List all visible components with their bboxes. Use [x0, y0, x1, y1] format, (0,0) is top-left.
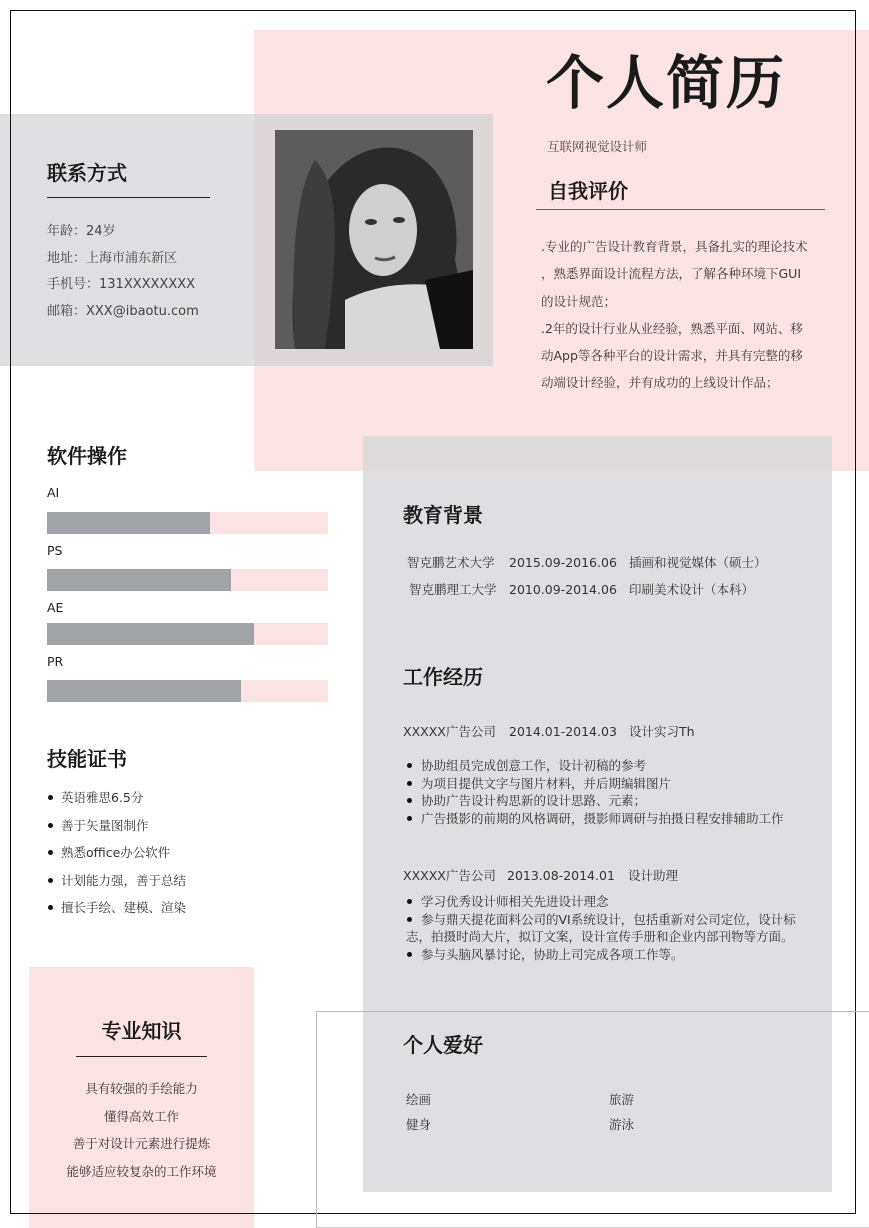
- certificate-item: 善于矢量图制作: [47, 815, 186, 843]
- job-duty: 学习优秀设计师相关先进设计理念: [406, 893, 806, 911]
- job-company: XXXXX广告公司: [403, 724, 496, 739]
- contact-heading: 联系方式: [47, 161, 127, 185]
- contact-age: 年龄：24岁: [47, 224, 116, 239]
- certificate-item: 计划能力强，善于总结: [47, 870, 186, 898]
- knowledge-item: 能够适应较复杂的工作环境: [66, 1163, 217, 1179]
- contact-address: 地址：上海市浦东新区: [47, 250, 178, 266]
- job-duty: 参与头脑风暴讨论，协助上司完成各项工作等。: [406, 946, 806, 964]
- knowledge-item: 善于对设计元素进行提炼: [72, 1136, 211, 1151]
- certificate-item: 英语雅思6.5分: [47, 787, 186, 815]
- job-role: 设计实习Th: [629, 724, 695, 739]
- work-heading: 工作经历: [403, 665, 483, 689]
- self-eval-line: .专业的广告设计教育背景，具备扎实的理论技术: [541, 239, 808, 254]
- hobby-item: 游泳: [609, 1117, 635, 1132]
- hobby-item: 旅游: [609, 1092, 635, 1107]
- self-eval-line: .2年的设计行业从业经验，熟悉平面、网站、移: [541, 320, 803, 336]
- job-period: 2013.08-2014.01: [507, 868, 615, 883]
- job-company: XXXXX广告公司: [403, 868, 496, 883]
- skill-bar-fill: [47, 512, 210, 534]
- self-eval-line: 动端设计经验，并有成功的上线设计作品；: [541, 375, 779, 391]
- job-period: 2014.01-2014.03: [509, 724, 617, 739]
- job-duties-list: [406, 757, 806, 827]
- job-duties-list: [406, 893, 806, 963]
- certificate-item: 熟悉office办公软件: [47, 842, 186, 870]
- portrait-photo: [275, 130, 473, 349]
- education-major: 印刷美术设计（本科）: [629, 582, 755, 597]
- job-duty: 广告摄影的前期的风格调研，摄影师调研与拍摄日程安排辅助工作: [406, 810, 806, 828]
- contact-email: 邮箱：XXX@ibaotu.com: [47, 303, 199, 319]
- skill-bar-pr: [47, 680, 328, 702]
- software-heading: 软件操作: [47, 444, 127, 468]
- hobbies-heading: 个人爱好: [403, 1033, 483, 1057]
- certificate-item: 擅长手绘、建模、渲染: [47, 897, 186, 925]
- contact-divider: [47, 197, 210, 198]
- education-major: 插画和视觉媒体（硕士）: [629, 555, 767, 570]
- self-eval-divider: [536, 209, 825, 210]
- job-duty: 协助组员完成创意工作，设计初稿的参考: [406, 757, 806, 775]
- education-school: 智克鹏理工大学: [409, 582, 497, 597]
- education-heading: 教育背景: [403, 503, 483, 527]
- knowledge-list: [29, 1078, 254, 1188]
- skill-bar-ae: [47, 623, 328, 645]
- skill-bar-fill: [47, 680, 241, 702]
- knowledge-divider: [76, 1056, 207, 1057]
- certificates-list: [47, 787, 186, 925]
- self-eval-text: [541, 233, 826, 397]
- resume-title: 个人简历: [546, 49, 787, 117]
- education-period: 2015.09-2016.06: [509, 555, 617, 570]
- job-header: [0, 722, 869, 742]
- hobby-item: 绘画: [406, 1092, 432, 1107]
- job-duty: 协助广告设计构思新的设计思路、元素；: [406, 792, 806, 810]
- skill-bar-fill: [47, 623, 254, 645]
- contact-phone: 手机号：131XXXXXXXX: [47, 277, 196, 292]
- hobby-item: 健身: [406, 1117, 432, 1132]
- job-role: 设计助理: [628, 868, 679, 883]
- job-duty: 参与鼎天提花面料公司的VI系统设计，包括重新对公司定位，设计标志，拍摄时尚大片，拟订文案，设计宣传手册和企业内部刊物等方面。: [406, 911, 806, 946]
- education-period: 2010.09-2014.06: [509, 582, 617, 597]
- knowledge-item: 具有较强的手绘能力: [85, 1081, 198, 1096]
- job-duty: 为项目提供文字与图片材料，并后期编辑图片: [406, 775, 806, 793]
- education-row: [0, 580, 869, 600]
- education-row: [0, 553, 869, 573]
- portrait-image-icon: [275, 130, 473, 349]
- self-eval-line: 的设计规范；: [541, 293, 617, 309]
- skill-bar-ai: [47, 512, 328, 534]
- knowledge-heading: 专业知识: [101, 1019, 182, 1043]
- contact-list: [47, 222, 199, 328]
- self-eval-heading: 自我评价: [548, 179, 628, 203]
- skill-label-ps: PS: [47, 543, 63, 558]
- education-school: 智克鹏艺术大学: [407, 555, 495, 570]
- self-eval-line: 动App等各种平台的设计需求，并具有完整的移: [541, 348, 803, 364]
- skill-label-ae: AE: [47, 600, 64, 615]
- job-header: [0, 866, 869, 886]
- certificates-heading: 技能证书: [47, 747, 127, 771]
- skill-label-ai: AI: [47, 485, 60, 500]
- job-subtitle: 互联网视觉设计师: [547, 139, 648, 154]
- self-eval-line: ，熟悉界面设计流程方法，了解各种环境下GUI: [541, 266, 802, 282]
- knowledge-item: 懂得高效工作: [103, 1108, 179, 1124]
- hobby-frame-border: [316, 1011, 869, 1228]
- skill-label-pr: PR: [47, 654, 64, 669]
